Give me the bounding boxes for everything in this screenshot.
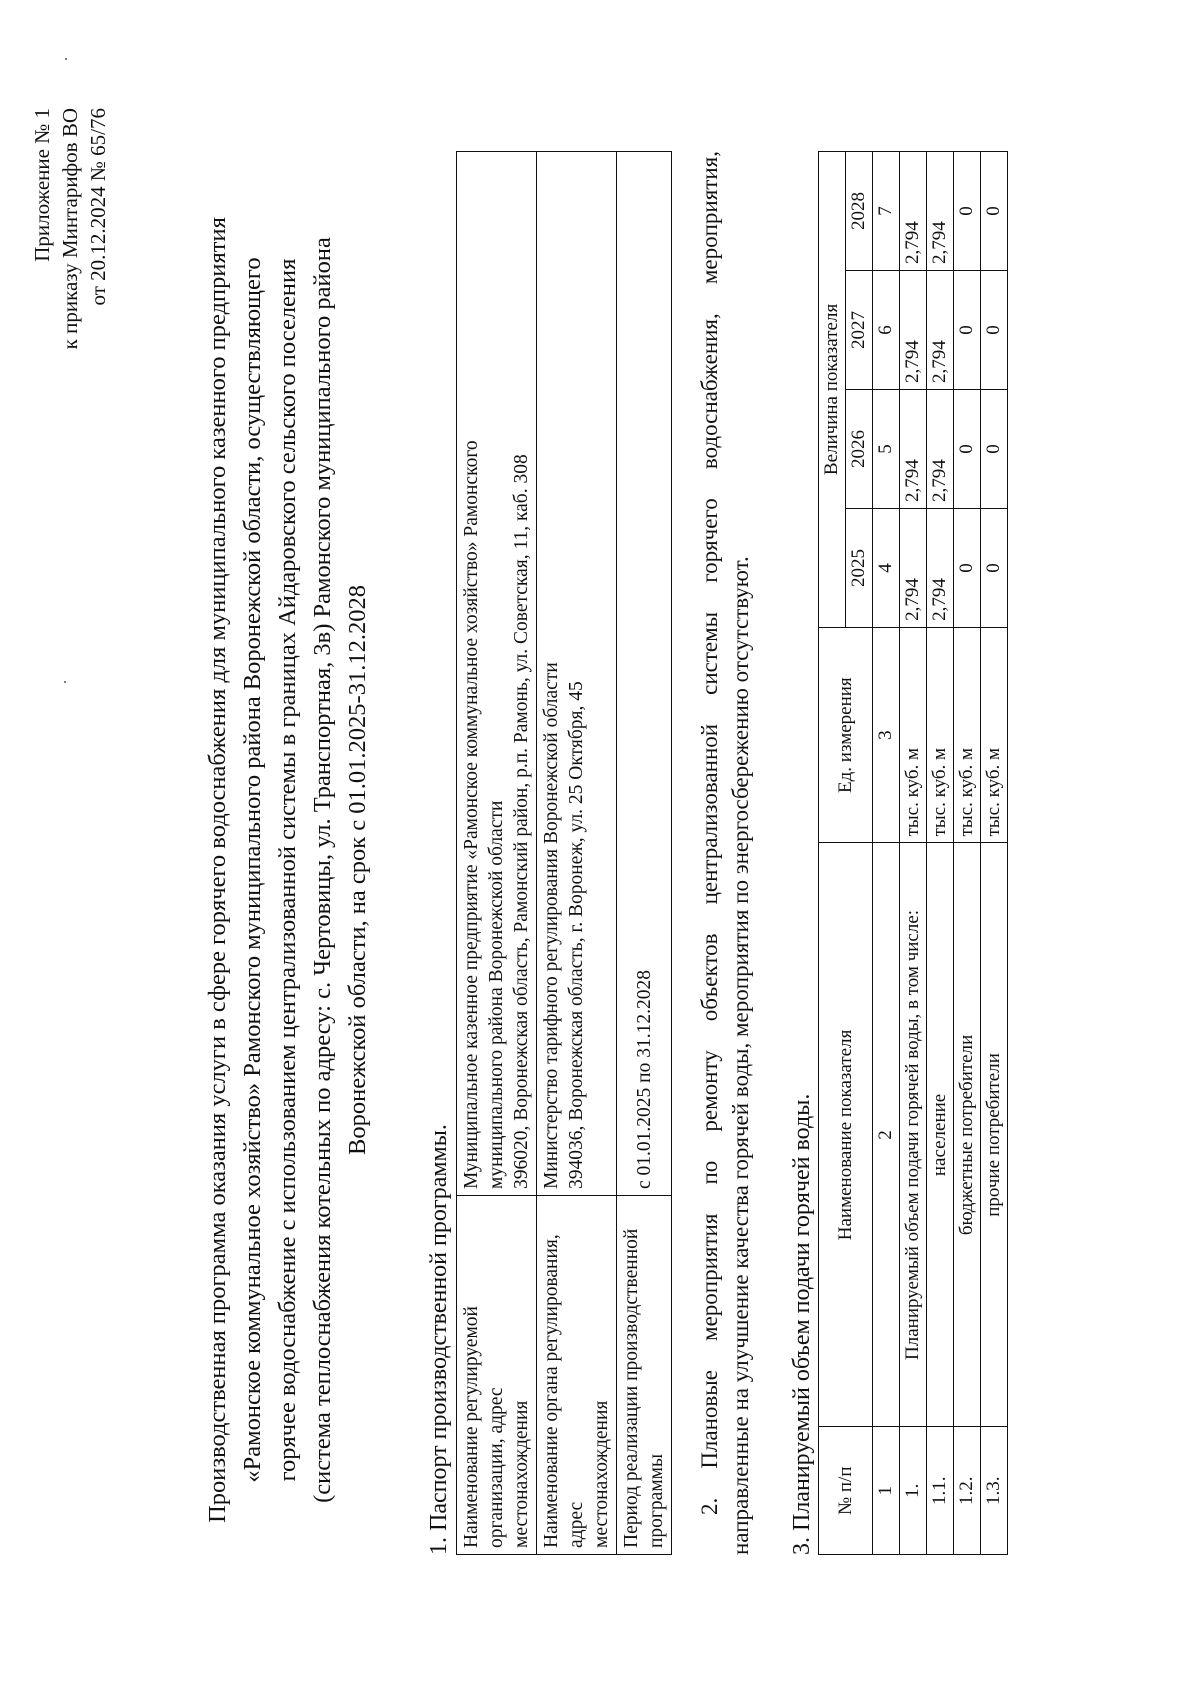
column-header-year: 2026 (846, 390, 873, 509)
title-line: горячее водоснабжение с использованием централизованной системы в границах Айдаровского сельского поселения (274, 258, 301, 1482)
cell-line: Наименование органа регулирования, адрес (541, 1234, 587, 1548)
column-header-value-group: Величина показателя (819, 152, 846, 628)
section-2-paragraph (694, 151, 756, 1555)
table-cell: 0 (954, 152, 981, 271)
cell-line: 394036, Воронежская область, г. Воронеж, ул. 25 Октября, 45 (566, 681, 587, 1189)
column-header-year: 2028 (846, 152, 873, 271)
column-header-num: № п/п (819, 1427, 873, 1555)
table-cell: 4 (873, 508, 900, 627)
table-cell: 1. (900, 1427, 927, 1555)
table-header-row (819, 152, 846, 1555)
table-row (537, 152, 617, 1555)
passport-label (457, 1196, 537, 1555)
title-line: (система теплоснабжения котельных по адресу: с. Чертовицы, ул. Транспортная, 3в) Рамонского муниципального района (309, 237, 336, 1503)
table-cell: 0 (981, 152, 1008, 271)
cell-line: Период реализации производственной (621, 1228, 642, 1548)
table-cell: 1 (873, 1427, 900, 1555)
table-row (981, 152, 1008, 1555)
paragraph-line: 2. Плановые мероприятия по ремонту объектов централизованной системы горячего водоснабжения, мероприятия, (697, 151, 722, 1515)
cell-line: местонахождения (511, 1400, 532, 1548)
cell-line: муниципального района Воронежской области (486, 800, 507, 1189)
passport-value (537, 152, 617, 1196)
cell-line: Министерство тарифного регулирования Воронежской области (541, 662, 562, 1189)
appendix-line: от 20.12.2024 № 65/76 (86, 108, 110, 306)
section-1-heading: 1. Паспорт производственной программы. (426, 1124, 452, 1555)
table-row (617, 152, 672, 1555)
table-cell: 0 (954, 271, 981, 390)
table-cell: тыс. куб. м (900, 627, 927, 842)
table-cell: 6 (873, 271, 900, 390)
table-cell: 2,794 (927, 152, 954, 271)
table-cell: тыс. куб. м (981, 627, 1008, 842)
table-cell: 1.3. (981, 1427, 1008, 1555)
table-cell: 2,794 (927, 508, 954, 627)
cell-line: 396020, Воронежская область, Рамонский район, р.п. Рамонь, ул. Советская, 11, каб. 308 (511, 454, 532, 1189)
table-cell: 2,794 (900, 271, 927, 390)
table-row (457, 152, 537, 1555)
table-cell: тыс. куб. м (927, 627, 954, 842)
table-cell: 1.2. (954, 1427, 981, 1555)
title-line: «Рамонское коммунальное хозяйство» Рамонского муниципального района Воронежской области, осуществляющего (239, 257, 266, 1483)
table-cell: 2,794 (900, 152, 927, 271)
table-cell: Планируемый объем подачи горячей воды, в том числе: (900, 843, 927, 1427)
document-title (200, 185, 375, 1555)
appendix-note (28, 108, 112, 468)
passport-value (457, 152, 537, 1196)
table-cell: 7 (873, 152, 900, 271)
column-header-unit: Ед. измерения (819, 627, 873, 842)
passport-label (537, 1196, 617, 1555)
cell-line: Муниципальное казенное предприятие «Рамонское коммунальное хозяйство» Рамонского (461, 440, 482, 1189)
cell-line: местонахождения (591, 1400, 612, 1548)
table-row (954, 152, 981, 1555)
table-cell: 2,794 (900, 508, 927, 627)
scan-speck (64, 681, 66, 683)
cell-line: программы (646, 1453, 667, 1548)
passport-label (617, 1196, 672, 1555)
paragraph-line: направленные на улучшение качества горячей воды, мероприятия по энергосбережению отсутствуют. (728, 556, 753, 1555)
title-line: Производственная программа оказания услуги в сфере горячего водоснабжения для муниципального казенного предприятия (204, 217, 231, 1523)
table-index-row (873, 152, 900, 1555)
table-cell: 0 (981, 390, 1008, 509)
supply-volume-table (818, 151, 1008, 1555)
passport-table (456, 151, 672, 1555)
table-cell: бюджетные потребители (954, 843, 981, 1427)
table-cell: прочие потребители (981, 843, 1008, 1427)
table-cell: 2,794 (927, 390, 954, 509)
table-cell: 2,794 (927, 271, 954, 390)
column-header-name: Наименование показателя (819, 843, 873, 1427)
title-line: Воронежской области, на срок с 01.01.2025-31.12.2028 (344, 585, 371, 1155)
table-cell: 0 (954, 508, 981, 627)
passport-value (617, 152, 672, 1196)
column-header-year: 2025 (846, 508, 873, 627)
table-cell: 5 (873, 390, 900, 509)
cell-line: Наименование регулируемой организации, адрес (461, 1306, 507, 1548)
table-cell: 1.1. (927, 1427, 954, 1555)
table-cell: 0 (954, 390, 981, 509)
scan-speck (65, 58, 67, 60)
table-cell: 2,794 (900, 390, 927, 509)
table-row (927, 152, 954, 1555)
table-cell: 2 (873, 843, 900, 1427)
table-cell: тыс. куб. м (954, 627, 981, 842)
appendix-line: к приказу Минтарифов ВО (58, 108, 82, 350)
table-cell: население (927, 843, 954, 1427)
appendix-line: Приложение № 1 (30, 108, 54, 262)
table-cell: 0 (981, 271, 1008, 390)
table-cell: 3 (873, 627, 900, 842)
table-cell: 0 (981, 508, 1008, 627)
table-row (900, 152, 927, 1555)
cell-line: с 01.01.2025 по 31.12.2028 (633, 970, 655, 1189)
section-3-heading: 3. Планируемый объем подачи горячей воды. (789, 1093, 815, 1555)
column-header-year: 2027 (846, 271, 873, 390)
